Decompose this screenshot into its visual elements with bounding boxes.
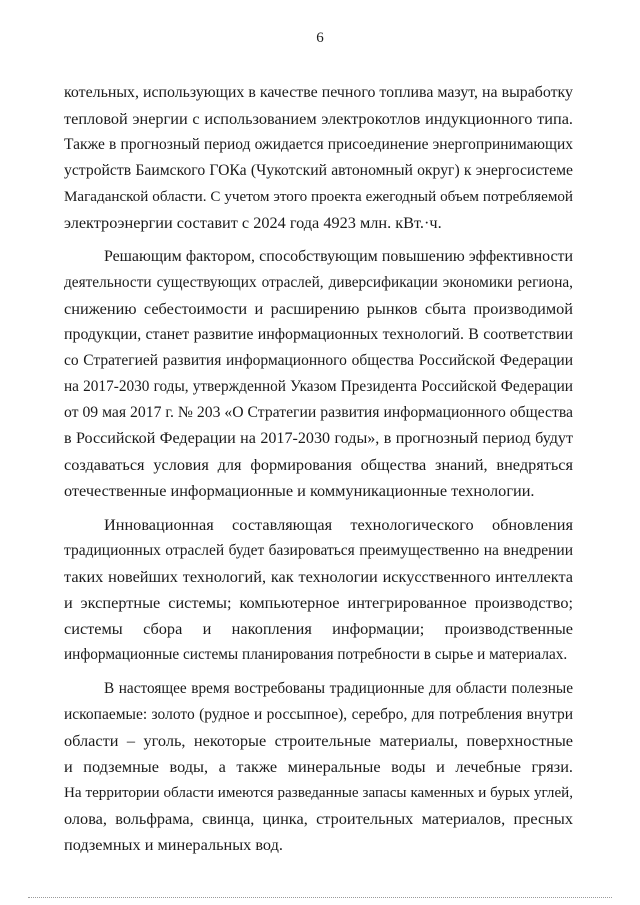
text-line: и подземные воды, а также минеральные воды и лечебные грязи. [64,757,573,776]
page-number: 6 [316,30,324,46]
text-line: от 09 мая 2017 г. № 203 «О Стратегии развития информационного общества [64,404,573,421]
paragraph-4 [64,676,573,858]
paragraph-3 [64,512,573,668]
text-line: устройств Баимского ГОКа (Чукотский автономный округ) к энергосистеме [64,162,573,179]
text-line: Магаданской области. С учетом этого проекта ежегодный объем потребляемой [64,189,573,205]
text-line: подземных и минеральных вод. [64,835,283,854]
text-line: продукции, станет развитие информационных технологий. В соответствии [64,326,573,343]
text-line: снижению себестоимости и расширению рынков сбыта производимой [64,299,573,318]
text-line: котельных, использующих в качестве печного топлива мазут, на выработку [64,84,573,101]
document-body [64,80,573,858]
text-line: таких новейших технологий, как технологии искусственного интеллекта [64,567,573,586]
text-line: в Российской Федерации на 2017-2030 годы», в прогнозный период будут [64,430,573,447]
text-line: Решающим фактором, способствующим повышению эффективности [104,248,573,265]
paragraph-1 [64,80,573,236]
text-line: со Стратегией развития информационного общества Российской Федерации [64,352,573,369]
text-line: системы сбора и накопления информации; производственные [64,619,573,638]
scan-edge-divider [28,897,612,898]
text-line: ископаемые: золото (рудное и россыпное), серебро, для потребления внутри [64,706,573,723]
text-line: создаваться условия для формирования общества знаний, внедряться [64,455,573,474]
text-line: области – уголь, некоторые строительные материалы, поверхностные [64,731,573,750]
text-line: В настоящее время востребованы традиционные для области полезные [104,680,573,697]
text-line: на 2017-2030 годы, утвержденной Указом Президента Российской Федерации [64,378,573,395]
text-line: тепловой энергии с использованием электрокотлов индукционного типа. [64,109,573,128]
text-line: деятельности существующих отраслей, диверсификации экономики региона, [64,274,573,291]
text-line: олова, вольфрама, свинца, цинка, строительных материалов, пресных [64,809,573,828]
text-line: информационные системы планирования потребности в сырье и материалах. [64,646,568,663]
text-line: традиционных отраслей будет базироваться преимущественно на внедрении [64,542,573,559]
text-line: электроэнергии составит с 2024 года 4923 млн. кВт.·ч. [64,213,442,232]
text-line: Также в прогнозный период ожидается присоединение энергопринимающих [64,136,573,153]
text-line: На территории области имеются разведанные запасы каменных и бурых углей, [64,785,573,801]
text-line: и экспертные системы; компьютерное интегрированное производство; [64,593,573,612]
paragraph-2 [64,244,573,504]
text-line: Инновационная составляющая технологического обновления [104,515,573,534]
text-line: отечественные информационные и коммуникационные технологии. [64,481,535,500]
